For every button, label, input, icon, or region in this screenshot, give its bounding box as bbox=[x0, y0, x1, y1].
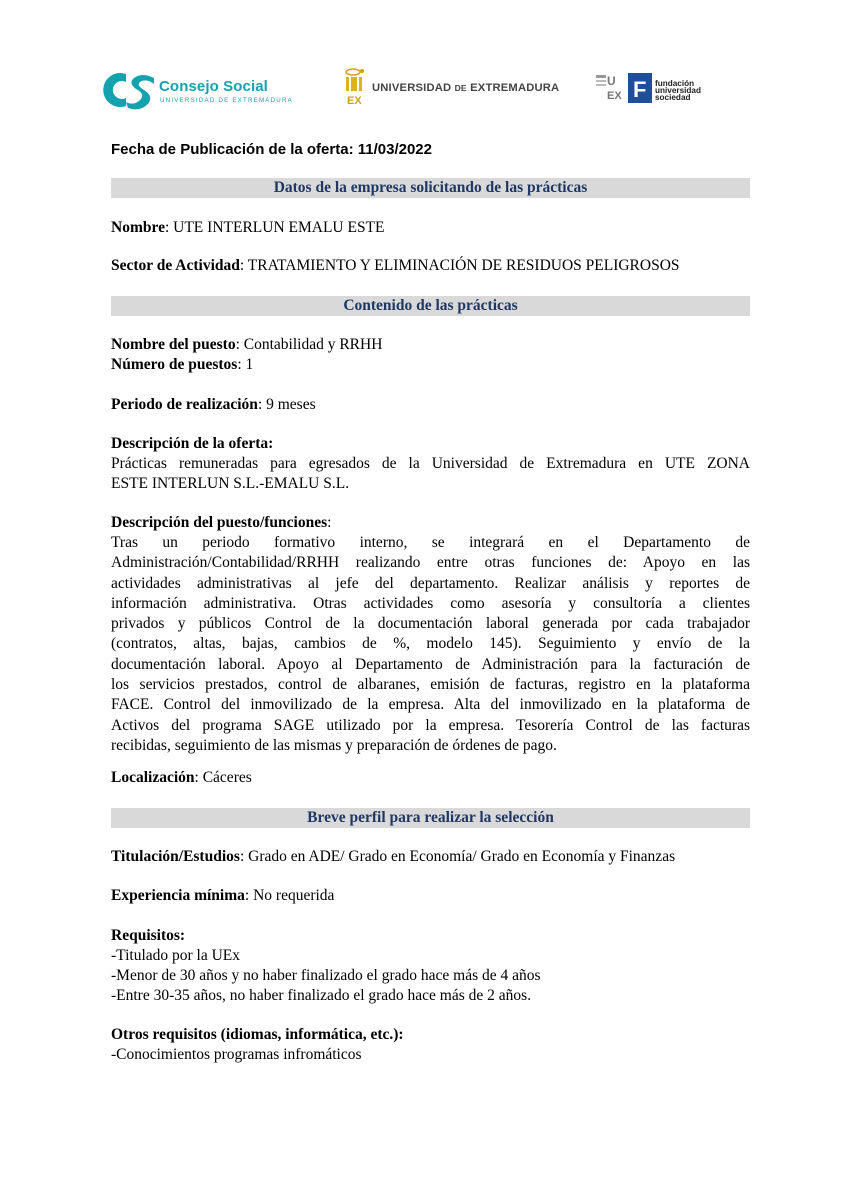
periodo-label: Periodo de realización bbox=[111, 396, 258, 413]
uex-name bbox=[372, 82, 559, 94]
fundacion-text bbox=[655, 80, 701, 102]
section-header-empresa: Datos de la empresa solicitando de las prácticas bbox=[111, 178, 750, 198]
svg-text:EX: EX bbox=[347, 95, 362, 106]
logo-header bbox=[96, 66, 736, 116]
puesto-nombre-value: : Contabilidad y RRHH bbox=[235, 336, 383, 353]
otros-requisito-item: -Conocimientos programas infromáticos bbox=[111, 1046, 362, 1063]
puesto-numero bbox=[111, 355, 750, 375]
periodo-value: : 9 meses bbox=[257, 396, 316, 413]
experiencia-value: : No requerida bbox=[244, 887, 335, 904]
uex-crest-icon bbox=[343, 68, 369, 106]
descripcion-puesto-colon: : bbox=[327, 514, 332, 531]
descripcion-oferta-label: Descripción de la oferta: bbox=[111, 435, 274, 452]
empresa-sector-label: Sector de Actividad bbox=[111, 257, 240, 274]
svg-text:U: U bbox=[607, 74, 616, 88]
descripcion-puesto-line: (contratos, altas, bajas, cambios de %, modelo 145). Seguimiento y envío de la bbox=[111, 635, 750, 653]
experiencia-label: Experiencia mínima bbox=[111, 887, 245, 904]
localizacion bbox=[111, 768, 750, 788]
puesto-numero-value: : 1 bbox=[237, 356, 254, 373]
consejo-social-logo bbox=[96, 70, 311, 112]
publication-label: Fecha de Publicación de la oferta: bbox=[111, 141, 354, 158]
publication-date-value: 11/03/2022 bbox=[357, 141, 432, 158]
descripcion-oferta-line: ESTE INTERLUN S.L.-EMALU S.L. bbox=[111, 475, 350, 493]
requisito-item: -Entre 30-35 años, no haber finalizado el grado hace más de 2 años. bbox=[111, 987, 532, 1004]
descripcion-puesto-line: documentación laboral. Apoyo al Departamento de Administración para la facturación de bbox=[111, 655, 750, 673]
localizacion-value: : Cáceres bbox=[194, 769, 252, 786]
titulacion-label: Titulación/Estudios bbox=[111, 848, 240, 865]
uex-prefix: UNIVERSIDAD bbox=[372, 82, 455, 94]
otros-requisitos-label: Otros requisitos (idiomas, informática, etc.): bbox=[111, 1026, 404, 1043]
svg-text:EX: EX bbox=[607, 90, 622, 102]
puesto-numero-label: Número de puestos bbox=[111, 356, 238, 373]
descripcion-puesto-line: FACE. Control del inmovilizado de la empresa. Alta del inmovilizado en la plataforma de bbox=[111, 696, 750, 714]
titulacion-value: : Grado en ADE/ Grado en Economía/ Grado en Economía y Finanzas bbox=[239, 848, 676, 865]
empresa-nombre bbox=[111, 218, 750, 238]
descripcion-puesto-line: Tras un periodo formativo interno, se integrará en el Departamento de bbox=[111, 534, 750, 551]
fundacion-line-1: fundación bbox=[655, 79, 695, 88]
descripcion-puesto-line: privados y públicos Control de la documentación laboral generada por cada trabajador bbox=[111, 615, 750, 633]
descripcion-puesto-heading bbox=[111, 513, 750, 533]
descripcion-puesto-line: los servicios prestados, control de albaranes, emisión de facturas, registro en la plataforma bbox=[111, 676, 750, 694]
empresa-sector-value: : TRATAMIENTO Y ELIMINACIÓN DE RESIDUOS PELIGROSOS bbox=[239, 257, 680, 274]
requisito-item: -Menor de 30 años y no haber finalizado el grado hace más de 4 años bbox=[111, 967, 541, 984]
section-header-contenido: Contenido de las prácticas bbox=[111, 296, 750, 316]
uex-suffix: EXTREMADURA bbox=[466, 82, 560, 94]
descripcion-puesto-line: Administración/Contabilidad/RRHH realizando entre otras funciones de: Apoyo en las bbox=[111, 554, 750, 572]
svg-text:F: F bbox=[633, 77, 647, 102]
puesto-nombre bbox=[111, 335, 750, 355]
fundacion-mark-icon bbox=[596, 71, 652, 103]
consejo-social-title: Consejo Social bbox=[159, 78, 268, 95]
uex-de: DE bbox=[454, 83, 467, 93]
experiencia bbox=[111, 886, 750, 906]
fundacion-line-3: sociedad bbox=[655, 93, 691, 103]
puesto-nombre-label: Nombre del puesto bbox=[111, 336, 236, 353]
empresa-nombre-value: : UTE INTERLUN EMALU ESTE bbox=[164, 219, 385, 236]
descripcion-oferta-line: Prácticas remuneradas para egresados de la Universidad de Extremadura en UTE ZONA bbox=[111, 455, 750, 472]
descripcion-oferta-text bbox=[111, 454, 750, 495]
consejo-social-subtitle: UNIVERSIDAD DE EXTREMADURA bbox=[160, 97, 293, 104]
descripcion-puesto-line: información administrativa. Otras actividades como asesoría y consultoría a clientes bbox=[111, 594, 750, 612]
fundacion-line-2: universidad bbox=[655, 86, 701, 96]
fundacion-logo bbox=[596, 71, 736, 109]
descripcion-puesto-line: actividades administrativas al jefe del departamento. Realizar análisis y reportes de bbox=[111, 574, 750, 592]
descripcion-puesto-line: recibidas, seguimiento de las mismas y preparación de órdenes de pago. bbox=[111, 736, 557, 754]
publication-date bbox=[111, 141, 432, 158]
descripcion-puesto-line: Activos del programa SAGE utilizado por la empresa. Tesorería Control de las facturas bbox=[111, 716, 750, 734]
section-header-perfil: Breve perfil para realizar la selección bbox=[111, 808, 750, 828]
requisitos-label: Requisitos: bbox=[111, 927, 186, 944]
periodo bbox=[111, 395, 750, 415]
descripcion-puesto-label: Descripción del puesto/funciones bbox=[111, 514, 328, 531]
titulacion bbox=[111, 847, 750, 867]
empresa-nombre-label: Nombre bbox=[111, 219, 165, 236]
descripcion-puesto-text bbox=[111, 533, 750, 756]
uex-logo bbox=[343, 68, 560, 112]
requisito-item: -Titulado por la UEx bbox=[111, 947, 241, 964]
localizacion-label: Localización bbox=[111, 769, 195, 786]
empresa-sector bbox=[111, 256, 750, 276]
consejo-social-mark-icon bbox=[96, 70, 158, 110]
